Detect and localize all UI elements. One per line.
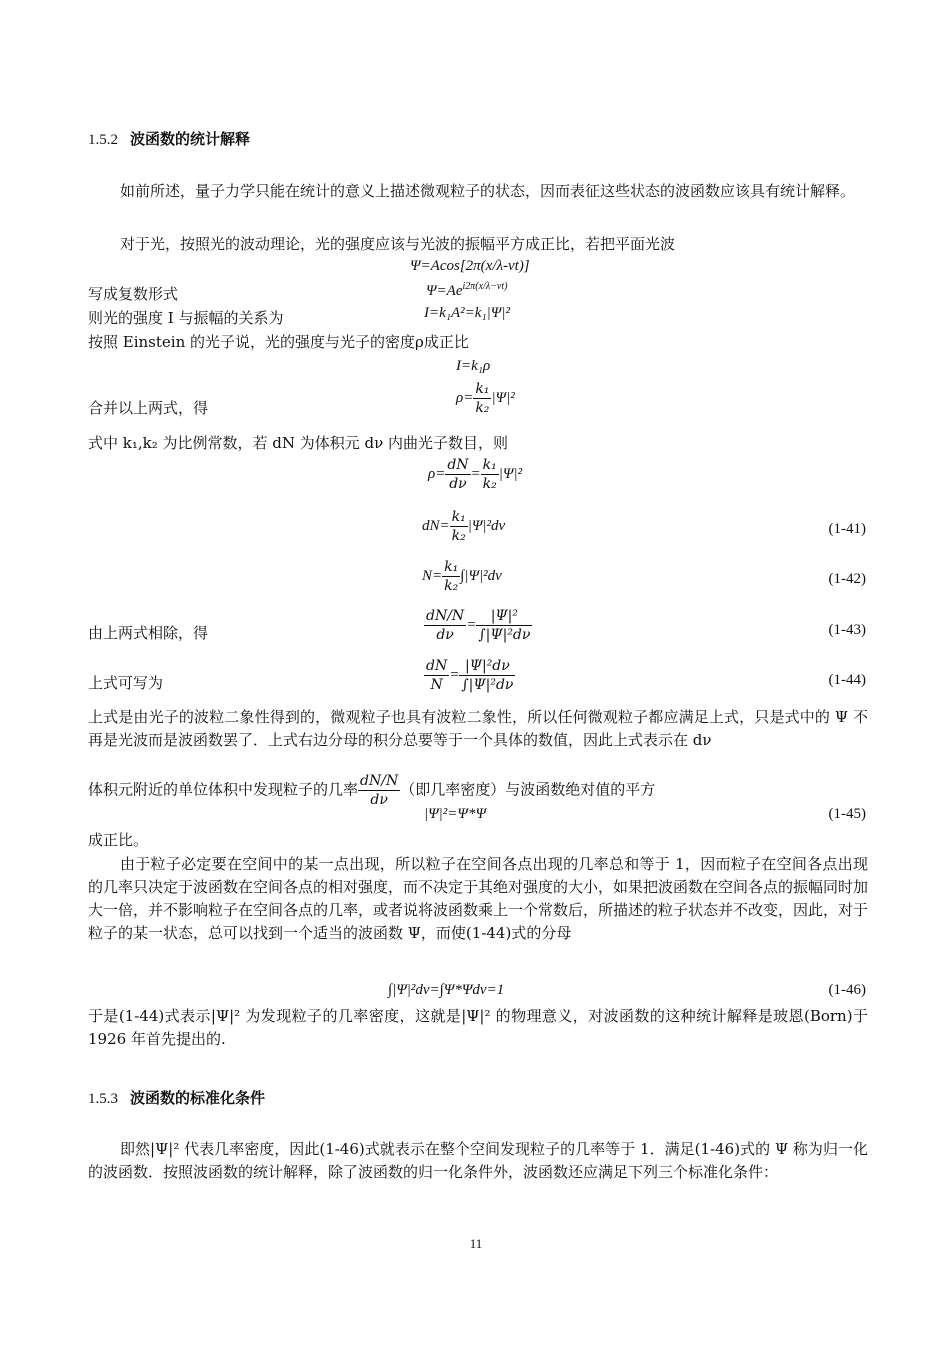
equation-label: 式中 k₁,k₂ 为比例常数，若 dN 为体积元 dν 内曲光子数目，则	[88, 434, 509, 452]
fraction-k1-k2	[442, 558, 460, 595]
paragraph: 即然|Ψ|² 代表几率密度，因此(1-46)式就表示在整个空间发现粒子的几率等于 1．满足(1-46)式的 Ψ 称为归一化的波函数．按照波函数的统计解释，除了波函数的归一化条件外，波函数还应满足下列三个标准化条件：	[88, 1140, 868, 1181]
equation-complex-base: Ψ=Ae	[426, 283, 463, 299]
fraction-probability	[358, 772, 400, 809]
fraction-dN-dv	[445, 456, 470, 493]
equation-part: =	[466, 616, 477, 633]
page-number: 11	[469, 1236, 483, 1251]
text-part: 体积元附近的单位体积中发现粒子的几率	[88, 780, 359, 799]
equation-number: (1-45)	[828, 806, 866, 822]
section-number: 1.5.2	[88, 132, 118, 148]
equation-part: dN=	[422, 517, 450, 534]
fraction-numerator: k₁	[475, 381, 490, 397]
equation-part: |Ψ|²	[498, 465, 523, 482]
fraction-numerator: dN/N	[426, 608, 465, 624]
fraction-denominator: k₂	[451, 528, 466, 544]
section-number: 1.5.3	[88, 1091, 118, 1107]
equation-number: (1-46)	[828, 982, 866, 998]
fraction-psi-over-integral	[476, 607, 532, 644]
fraction-numerator: |Ψ|²dν	[459, 657, 515, 676]
equation-1-41	[422, 508, 505, 545]
fraction-numerator: k₁	[444, 559, 459, 575]
equation-rho-3	[428, 456, 522, 493]
fraction-k1-k2	[450, 508, 468, 545]
section-title: 波函数的统计解释	[130, 130, 251, 148]
equation-label: 写成复数形式	[88, 285, 179, 303]
fraction-k1-k2	[473, 380, 491, 417]
equation-rho-2	[456, 380, 515, 417]
fraction-denominator: k₂	[444, 578, 459, 594]
section-heading	[88, 1087, 265, 1108]
fraction-denominator: dν	[436, 627, 454, 643]
equation-part: |Ψ|²dν	[467, 517, 506, 534]
equation-part: =	[449, 666, 460, 683]
equation-1-44	[424, 657, 515, 694]
fraction-numerator: dN	[426, 658, 448, 674]
equation-part: =	[470, 465, 481, 482]
fraction-numerator: dN/N	[360, 773, 399, 789]
fraction-numerator: k₁	[482, 457, 497, 473]
fraction-denominator: k₂	[482, 476, 497, 492]
equation-number: (1-42)	[828, 571, 866, 587]
fraction-denominator: k₂	[475, 400, 490, 416]
equation-number: (1-41)	[828, 521, 866, 537]
fraction-denominator: ∫|Ψ|²dν	[461, 677, 514, 693]
fraction-numerator: k₁	[451, 509, 466, 525]
equation-label: 则光的强度 I 与振幅的关系为	[88, 309, 284, 327]
fraction-dN-N-over-dv	[424, 607, 466, 644]
equation-part: ρ=	[456, 389, 474, 406]
fraction-numerator: dN	[447, 457, 469, 473]
paragraph: 如前所述，量子力学只能在统计的意义上描述微观粒子的状态，因而表征这些状态的波函数应该具有统计解释。	[120, 182, 856, 200]
fraction-psi-dv-over-integral	[459, 657, 515, 694]
equation-part: ∫|Ψ|²dν	[460, 567, 502, 584]
fraction-numerator: |Ψ|²	[476, 607, 532, 626]
equation-wave: Ψ=Acos[2π(x/λ-νt)]	[410, 258, 530, 274]
equation-number: (1-43)	[828, 622, 866, 638]
fraction-denominator: dν	[370, 792, 388, 808]
equation-1-45: |Ψ|²=Ψ*Ψ	[424, 806, 487, 822]
equation-number: (1-44)	[828, 672, 866, 688]
equation-complex-exponent: i2π(x/λ−νt)	[462, 281, 508, 292]
section-title: 波函数的标准化条件	[130, 1089, 266, 1107]
fraction-k1-k2	[481, 456, 499, 493]
paragraph: 由于粒子必定要在空间中的某一点出现，所以粒子在空间各点出现的几率总和等于 1，因而粒子在空间各点出现的几率只决定于波函数在空间各点的相对强度，而不决定于其绝对强度的大小，如果把波函数在空间各点的振幅同时加大一倍，并不影响粒子在空间各点的几率，或者说将波函数乘上一个常数后，所描述的粒子状态并不改变，因此，对于粒子的某一状态，总可以找到一个适当的波函数 Ψ，而使(1-44)式的分母	[88, 855, 869, 942]
equation-part: ρ=	[428, 465, 446, 482]
paragraph-line	[88, 772, 655, 809]
fraction-dN-over-N	[424, 657, 449, 694]
equation-part: |Ψ|²	[491, 389, 515, 406]
equation-complex	[426, 281, 507, 300]
equation-label: 合并以上两式，得	[88, 399, 209, 417]
equation-rho: I=k₁ρ	[456, 358, 491, 374]
section-heading	[88, 128, 250, 149]
equation-1-43	[424, 607, 532, 644]
equation-label: 按照 Einstein 的光子说，光的强度与光子的密度ρ成正比	[88, 333, 469, 351]
equation-part: N=	[422, 567, 443, 584]
equation-label: 上式可写为	[88, 674, 164, 692]
fraction-denominator: N	[430, 677, 443, 693]
fraction-denominator: dν	[449, 476, 467, 492]
paragraph: 于是(1-44)式表示|Ψ|² 为发现粒子的几率密度，这就是|Ψ|² 的物理意义，对波函数的这种统计解释是玻恩(Born)于 1926 年首先提出的.	[88, 1007, 868, 1048]
fraction-denominator: ∫|Ψ|²dν	[478, 627, 531, 643]
paragraph: 对于光，按照光的波动理论，光的强度应该与光波的振幅平方成正比，若把平面光波	[120, 235, 676, 253]
text-part: （即几率密度）与波函数绝对值的平方	[400, 780, 656, 799]
equation-1-42	[422, 558, 502, 595]
paragraph: 上式是由光子的波粒二象性得到的，微观粒子也具有波粒二象性，所以任何微观粒子都应满足上式，只是式中的 Ψ 不再是光波而是波函数罢了．上式右边分母的积分总要等于一个具体的数值，因此上式表示在 dν	[88, 708, 868, 749]
equation-intensity: I=k₁A²=k₁|Ψ|²	[424, 305, 510, 321]
equation-label: 由上两式相除，得	[88, 624, 209, 642]
paragraph-line: 成正比。	[88, 831, 149, 849]
equation-1-46: ∫|Ψ|²dν=∫Ψ*Ψdν=1	[388, 982, 505, 998]
